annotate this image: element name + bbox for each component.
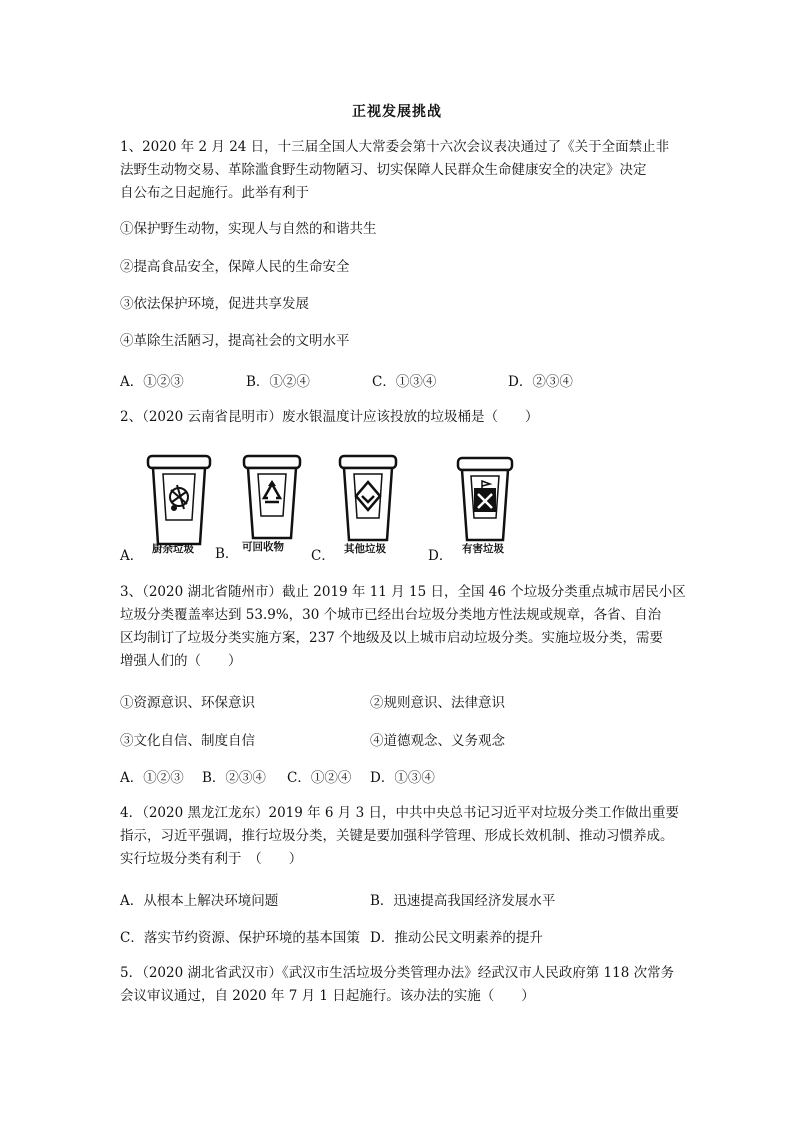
q3-option-b[interactable]: B．②③④ <box>202 770 266 786</box>
q1-option-d[interactable]: D．②③④ <box>508 374 573 390</box>
hazardous-waste-icon[interactable] <box>454 454 516 546</box>
bin-option-letter[interactable]: A． <box>120 548 144 564</box>
recycle-icon[interactable] <box>240 452 304 544</box>
q3-stem-line: 垃圾分类覆盖率达到 53.9%，30 个城市已经出台垃圾分类地方性法规或规章，各省、自治 <box>120 607 662 623</box>
q1-item: ③依法保护环境，促进共享发展 <box>120 296 309 312</box>
bin-label: 厨余垃圾 <box>152 543 194 555</box>
other-waste-icon[interactable] <box>336 452 400 546</box>
q1-option-c[interactable]: C．①③④ <box>372 374 437 390</box>
bin-label: 其他垃圾 <box>344 543 386 555</box>
q3-stem-line: 3、（2020 湖北省随州市）截止 2019 年 11 月 15 日，全国 46 个垃圾分类重点城市居民小区 <box>120 584 686 600</box>
q3-option-a[interactable]: A．①②③ <box>120 770 184 786</box>
q3-item: ③文化自信、制度自信 <box>120 733 255 749</box>
q1-stem-line: 法野生动物交易、革除滥食野生动物陋习、切实保障人民群众生命健康安全的决定》决定 <box>120 162 647 178</box>
q1-item: ②提高食品安全，保障人民的生命安全 <box>120 259 350 275</box>
q3-stem-line: 区均制订了垃圾分类实施方案，237 个地级及以上城市启动垃圾分类。实施垃圾分类，需要 <box>120 630 664 646</box>
q2-stem: 2、（2020 云南省昆明市）废水银温度计应该投放的垃圾桶是（ ） <box>120 409 539 425</box>
q3-option-d[interactable]: D．①③④ <box>370 770 435 786</box>
q4-stem-line: 4．（2020 黑龙江龙东）2019 年 6 月 3 日，中共中央总书记习近平对垃圾分类工作做出重要 <box>120 805 679 821</box>
q1-stem-line: 1、2020 年 2 月 24 日，十三届全国人大常委会第十六次会议表决通过了《关于全面禁止非 <box>120 139 670 155</box>
bin-label: 有害垃圾 <box>462 543 504 555</box>
food-waste-icon[interactable] <box>144 452 214 552</box>
q4-option-c[interactable]: C．落实节约资源、保护环境的基本国策 <box>120 930 360 946</box>
bin-label: 可回收物 <box>242 541 284 553</box>
q5-stem-line: 会议审议通过，自 2020 年 7 月 1 日起施行。该办法的实施（ ） <box>120 988 535 1004</box>
q4-stem-line: 实行垃圾分类有利于 （ ） <box>120 851 303 867</box>
q3-item: ②规则意识、法律意识 <box>370 695 505 711</box>
q4-option-a[interactable]: A．从根本上解决环境问题 <box>120 893 279 909</box>
q4-stem-line: 指示，习近平强调，推行垃圾分类，关键是要加强科学管理、形成长效机制、推动习惯养成。 <box>120 828 674 844</box>
q3-option-c[interactable]: C．①②④ <box>287 770 352 786</box>
q1-item: ①保护野生动物，实现人与自然的和谐共生 <box>120 221 377 237</box>
q1-option-b[interactable]: B．①②④ <box>246 374 310 390</box>
q1-item: ④革除生活陋习，提高社会的文明水平 <box>120 333 350 349</box>
q3-item: ①资源意识、环保意识 <box>120 695 255 711</box>
page-title: 正视发展挑战 <box>352 104 442 120</box>
bin-option-letter[interactable]: D． <box>428 548 453 564</box>
q4-option-b[interactable]: B．迅速提高我国经济发展水平 <box>370 893 556 909</box>
bin-option-letter[interactable]: C． <box>311 548 335 564</box>
q3-item: ④道德观念、义务观念 <box>370 733 505 749</box>
q5-stem-line: 5．（2020 湖北省武汉市）《武汉市生活垃圾分类管理办法》经武汉市人民政府第 118 次常务 <box>120 965 675 981</box>
q1-stem-line: 自公布之日起施行。此举有利于 <box>120 185 309 201</box>
trash-bin-options <box>118 452 538 562</box>
q4-option-d[interactable]: D．推动公民文明素养的提升 <box>370 930 543 946</box>
q1-option-a[interactable]: A．①②③ <box>120 374 184 390</box>
bin-option-letter[interactable]: B． <box>215 546 239 562</box>
q3-stem-line: 增强人们的（ ） <box>120 653 242 669</box>
